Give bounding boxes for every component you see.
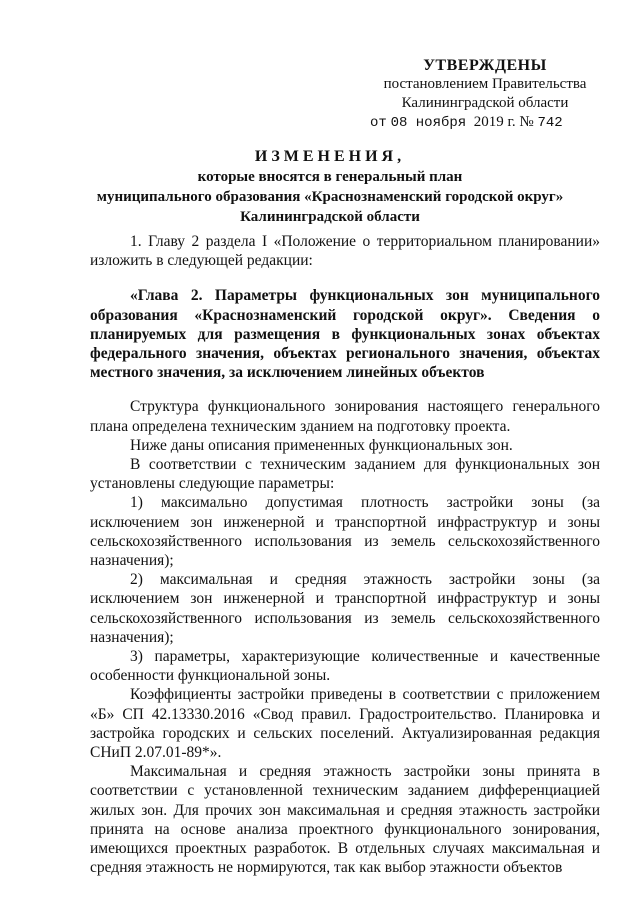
- list-item-1: 1) максимально допустимая плотность застройки зоны (за исключением зон инженерной и транспортной инфраструктур и зоны сельскохозяйственного использования из земель сельскохозяйственного назначения);: [90, 494, 600, 570]
- list-item-2: 2) максимальная и средняя этажность застройки зоны (за исключением зон инженерной и транспортной инфраструктур и зоны сельскохозяйственного использования из земель сельскохозяйственного назначения);: [90, 571, 600, 646]
- date-prefix: от: [370, 115, 387, 131]
- approval-date-line: [360, 113, 610, 133]
- paragraph-floors: Максимальная и средняя этажность застройки зоны принята в соответствии с установленной техническим заданием дифференциацией жилых зон. Для прочих зон максимальная и средняя этажность застройки принята на основе анализа проектного функционального зонирования, имеющихся проектных разработок. В отдельных случаях максимальная и средняя этажность не нормируются, так как выбор этажности объектов: [90, 763, 600, 877]
- paragraph-coefficients: Коэффициенты застройки приведены в соответствии с приложением «Б» СП 42.13330.2016 «Свод правил. Градостроительство. Планировка и застройка городских и сельских поселений. Актуализированная редакция СНиП 2.07.01-89*».: [90, 686, 600, 762]
- approval-block: [360, 56, 610, 133]
- paragraph-parameters: В соответствии с техническим заданием для функциональных зон установлены следующие параметры:: [90, 456, 600, 493]
- document-number: 742: [537, 115, 563, 131]
- approval-title: УТВЕРЖДЕНЫ: [423, 57, 547, 74]
- date-year: 2019 г.: [473, 114, 516, 130]
- approval-line-1: постановлением Правительства: [383, 76, 587, 92]
- heading-line-3: Калининградской области: [240, 209, 420, 225]
- list-item-3: 3) параметры, характеризующие количественные и качественные особенности функциональной зоны.: [90, 648, 600, 685]
- approval-line-2: Калининградской области: [401, 95, 569, 111]
- chapter-title: «Глава 2. Параметры функциональных зон муниципального образования «Краснознаменский городской округ». Сведения о планируемых для размещения в функциональных зонах объектах федерального значения, объектах регионального значения, объектах местного значения, за исключением линейных объектов: [90, 287, 600, 382]
- document-heading: [60, 147, 600, 227]
- document-body: [90, 232, 600, 878]
- paragraph-descriptions: Ниже даны описания примененных функциональных зон.: [130, 436, 513, 454]
- heading-line-2: муниципального образования «Краснознаменский городской округ»: [96, 189, 564, 205]
- heading-title: ИЗМЕНЕНИЯ,: [254, 148, 406, 165]
- date-value: 08 ноября: [390, 115, 467, 131]
- heading-line-1: которые вносятся в генеральный план: [197, 169, 463, 185]
- paragraph-1: 1. Главу 2 раздела I «Положение о территориальном планировании» изложить в следующей редакции:: [90, 233, 600, 270]
- number-label: №: [519, 114, 534, 130]
- paragraph-structure: Структура функционального зонирования настоящего генерального плана определена техническим зданием на подготовку проекта.: [90, 398, 600, 435]
